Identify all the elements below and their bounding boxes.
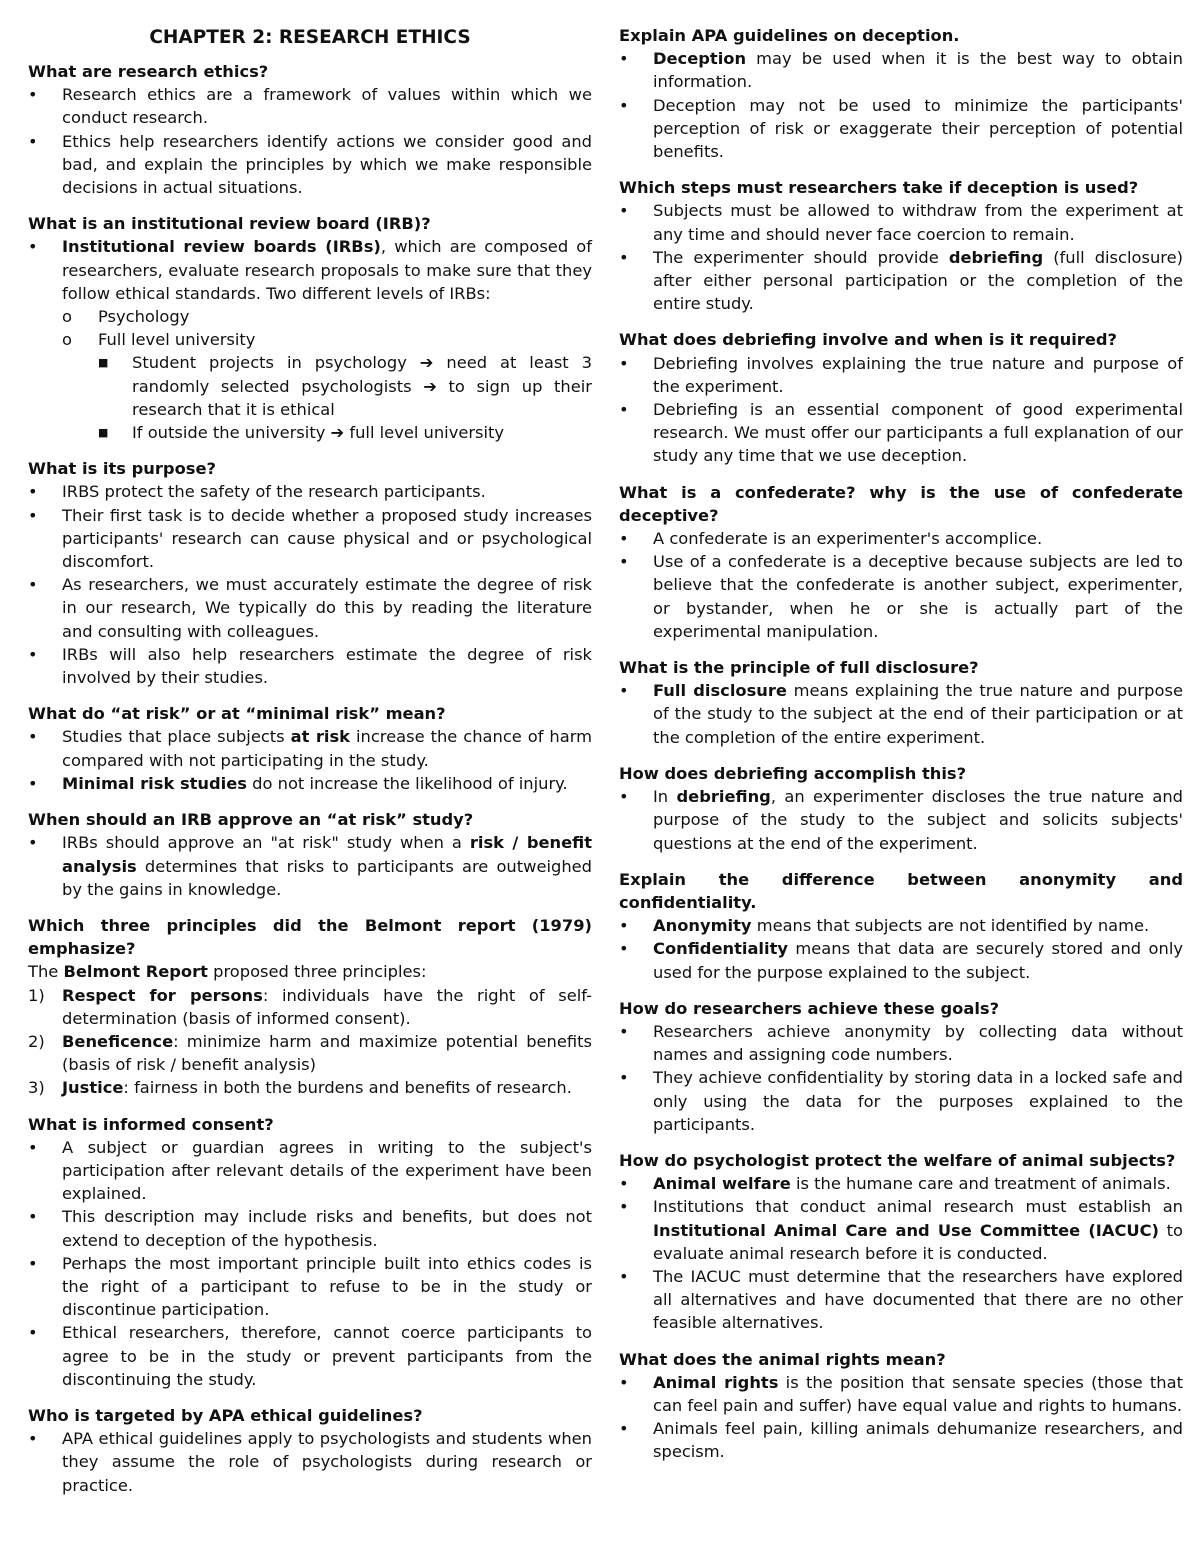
bullet-icon: • (619, 787, 629, 807)
circle-bullet-icon: o (62, 330, 72, 350)
bullet-icon: • (28, 1253, 38, 1273)
question-heading: What is informed consent? (28, 1114, 274, 1134)
section-debriefing (619, 328, 1183, 467)
square-bullet-icon: ■ (98, 426, 109, 440)
bullet-item: • As researchers, we must accurately estimate the degree of risk in our research, We typically do this by reading the literature and consulting with colleagues. (28, 573, 592, 643)
bullet-icon: • (619, 529, 629, 549)
bullet-icon: • (28, 1207, 38, 1227)
question-heading: How does debriefing accomplish this? (619, 763, 967, 783)
section-animal-rights (619, 1348, 1183, 1464)
bullet-icon: • (619, 1197, 629, 1217)
bullet-icon: • (619, 1266, 629, 1286)
bullet-item: • Use of a confederate is a deceptive because subjects are led to believe that the confederate is another subject, experimenter, or bystander, when he or she is actually part of the experimental manipulation. (619, 550, 1183, 643)
section-full-disclosure (619, 656, 1183, 749)
bullet-icon: • (28, 1429, 38, 1449)
bullet-icon: • (28, 644, 38, 664)
right-column (619, 24, 1183, 1477)
bullet-icon: • (28, 727, 38, 747)
bullet-item: • Institutional review boards (IRBs), which are composed of researchers, evaluate research proposals to make sure that they follow ethical standards. Two different levels of IRBs: (28, 235, 592, 305)
bullet-item: • Minimal risk studies do not increase the likelihood of injury. (28, 772, 592, 795)
section-belmont (28, 914, 592, 1100)
numbered-item: 1) Respect for persons: individuals have the right of self-determination (basis of informed consent). (28, 985, 592, 1028)
sub-bullet-item: o Full level university (62, 328, 592, 351)
bullet-icon: • (619, 247, 629, 267)
question-heading: Which three principles did the Belmont report (1979) emphasize? (28, 915, 592, 959)
bullet-icon: • (619, 1068, 629, 1088)
bullet-icon: • (619, 353, 629, 373)
bullet-icon: • (619, 1174, 629, 1194)
circle-bullet-icon: o (62, 307, 72, 327)
arrow-icon: ➔ (423, 376, 437, 396)
bullet-icon: • (619, 939, 629, 959)
arrow-icon: ➔ (330, 423, 345, 443)
question-heading: What is its purpose? (28, 459, 216, 479)
bullet-icon: • (619, 1021, 629, 1041)
bullet-item: • Ethics help researchers identify actions we consider good and bad, and explain the principles by which we make responsible decisions in actual situations. (28, 130, 592, 200)
question-heading: Which steps must researchers take if deception is used? (619, 178, 1139, 198)
question-heading: What do “at risk” or at “minimal risk” mean? (28, 704, 446, 724)
question-heading: How do psychologist protect the welfare of animal subjects? (619, 1150, 1176, 1170)
bullet-icon: • (619, 201, 629, 221)
section-goals (619, 997, 1183, 1136)
bullet-icon: • (28, 1137, 38, 1157)
question-heading: What is a confederate? why is the use of confederate deceptive? (619, 482, 1183, 525)
bullet-item: • Perhaps the most important principle built into ethics codes is the right of a participant to refuse to be in the study or discontinue participation. (28, 1252, 592, 1322)
sub-bullet-item: o Psychology (62, 305, 592, 328)
question-heading: Explain APA guidelines on deception. (619, 26, 960, 45)
section-confederate (619, 481, 1183, 643)
question-heading: What is the principle of full disclosure? (619, 658, 979, 678)
section-deception-steps (619, 176, 1183, 315)
question-heading: What does the animal rights mean? (619, 1349, 946, 1369)
bullet-item: • Ethical researchers, therefore, cannot coerce participants to agree to be in the study or prevent participants from the discontinuing the study. (28, 1321, 592, 1391)
question-heading: What does debriefing involve and when is it required? (619, 330, 1117, 350)
bullet-icon: • (28, 505, 38, 525)
question-heading: What are research ethics? (28, 62, 269, 81)
question-heading: When should an IRB approve an “at risk” study? (28, 810, 474, 830)
section-purpose (28, 457, 592, 689)
arrow-icon: ➔ (419, 353, 434, 373)
bullet-icon: • (619, 552, 629, 572)
section-at-risk (28, 702, 592, 795)
question-heading: How do researchers achieve these goals? (619, 998, 1000, 1018)
bullet-icon: • (619, 49, 629, 69)
bullet-icon: • (619, 681, 629, 701)
bullet-item: • IRBS protect the safety of the research participants. (28, 480, 592, 503)
question-heading: Who is targeted by APA ethical guidelines? (28, 1405, 423, 1425)
bullet-icon: • (619, 1419, 629, 1439)
bullet-icon: • (619, 916, 629, 936)
bullet-item: • Institutions that conduct animal research must establish an Institutional Animal Care and Use Committee (IACUC) to evaluate animal research before it is conducted. (619, 1195, 1183, 1265)
bullet-item: • Debriefing is an essential component of good experimental research. We must offer our participants a full explanation of our study any time that we use deception. (619, 398, 1183, 468)
bullet-icon: • (619, 1372, 629, 1392)
section-irb-approve (28, 808, 592, 901)
bullet-item: • Researchers achieve anonymity by collecting data without names and assigning code numbers. (619, 1020, 1183, 1066)
bullet-item: • Research ethics are a framework of values within which we conduct research. (28, 83, 592, 129)
bullet-icon: • (619, 95, 629, 115)
bullet-item: • A confederate is an experimenter's accomplice. (619, 527, 1183, 550)
bullet-item: • Animal rights is the position that sensate species (those that can feel pain and suffer) have equal value and rights to humans. (619, 1371, 1183, 1417)
square-bullet-icon: ■ (98, 356, 109, 370)
bullet-item: • APA ethical guidelines apply to psychologists and students when they assume the role of psychologists during research or practice. (28, 1427, 592, 1497)
sub-sub-bullet-item: ■ Student projects in psychology ➔ need at least 3 randomly selected psychologists ➔ to sign up their research that it is ethical (98, 351, 592, 421)
section-anonymity (619, 868, 1183, 984)
bullet-item: • Full disclosure means explaining the true nature and purpose of the study to the subject at the end of their participation or at the completion of the entire experiment. (619, 679, 1183, 749)
bullet-item: • Studies that place subjects at risk increase the chance of harm compared with not participating in the study. (28, 725, 592, 771)
bullet-icon: • (28, 85, 38, 105)
left-column (28, 24, 592, 1510)
bullet-item: • Animals feel pain, killing animals dehumanize researchers, and specism. (619, 1417, 1183, 1463)
sub-sub-bullet-item: ■ If outside the university ➔ full level university (98, 421, 592, 444)
section-deception (619, 24, 1183, 163)
bullet-item: • IRBs will also help researchers estimate the degree of risk involved by their studies. (28, 643, 592, 689)
bullet-icon: • (28, 1323, 38, 1343)
section-animal-welfare (619, 1149, 1183, 1335)
page-title: CHAPTER 2: RESEARCH ETHICS (149, 27, 471, 48)
bullet-item: • Debriefing involves explaining the true nature and purpose of the experiment. (619, 352, 1183, 398)
bullet-item: • They achieve confidentiality by storing data in a locked safe and only using the data for the purposes explained to the participants. (619, 1066, 1183, 1136)
bullet-item: • In debriefing, an experimenter discloses the true nature and purpose of the study to the subject and solicits subjects' questions at the end of the experiment. (619, 785, 1183, 855)
section-apa-targets (28, 1404, 592, 1497)
bullet-icon: • (28, 131, 38, 151)
bullet-item: • Anonymity means that subjects are not identified by name. (619, 914, 1183, 937)
section-irb (28, 212, 592, 444)
bullet-item: • The experimenter should provide debriefing (full disclosure) after either personal participation or the completion of the entire study. (619, 246, 1183, 316)
bullet-icon: • (28, 482, 38, 502)
bullet-icon: • (28, 833, 38, 853)
section-debriefing-accomplish (619, 762, 1183, 855)
numbered-item: 2) Beneficence: minimize harm and maximize potential benefits (basis of risk / benefit analysis) (28, 1031, 592, 1075)
bullet-item: • IRBs should approve an "at risk" study when a risk / benefit analysis determines that risks to participants are outweighed by the gains in knowledge. (28, 831, 592, 901)
bullet-item: • This description may include risks and benefits, but does not extend to deception of the hypothesis. (28, 1205, 592, 1251)
bullet-item: • The IACUC must determine that the researchers have explored all alternatives and have documented that there are no other feasible alternatives. (619, 1265, 1183, 1335)
section-informed-consent (28, 1113, 592, 1391)
bullet-item: • A subject or guardian agrees in writing to the subject's participation after relevant details of the experiment have been explained. (28, 1136, 592, 1206)
bullet-item: • Deception may not be used to minimize the participants' perception of risk or exaggerate their perception of potential benefits. (619, 94, 1183, 164)
question-heading: What is an institutional review board (IRB)? (28, 214, 431, 234)
bullet-item: • Deception may be used when it is the best way to obtain information. (619, 47, 1183, 93)
bullet-icon: • (28, 773, 38, 793)
bullet-icon: • (28, 237, 38, 257)
question-heading: Explain the difference between anonymity and confidentiality. (619, 869, 1183, 912)
section-research-ethics (28, 60, 592, 199)
belmont-intro: The Belmont Report proposed three principles: (28, 962, 427, 982)
bullet-item: • Subjects must be allowed to withdraw from the experiment at any time and should never face coercion to remain. (619, 199, 1183, 245)
bullet-item: • Confidentiality means that data are securely stored and only used for the purpose explained to the subject. (619, 937, 1183, 983)
bullet-icon: • (619, 400, 629, 420)
bullet-icon: • (28, 575, 38, 595)
numbered-item: 3) Justice: fairness in both the burdens and benefits of research. (28, 1078, 572, 1098)
bullet-item: • Their first task is to decide whether a proposed study increases participants' research can cause physical and or psychological discomfort. (28, 504, 592, 574)
bullet-item: • Animal welfare is the humane care and treatment of animals. (619, 1172, 1183, 1195)
